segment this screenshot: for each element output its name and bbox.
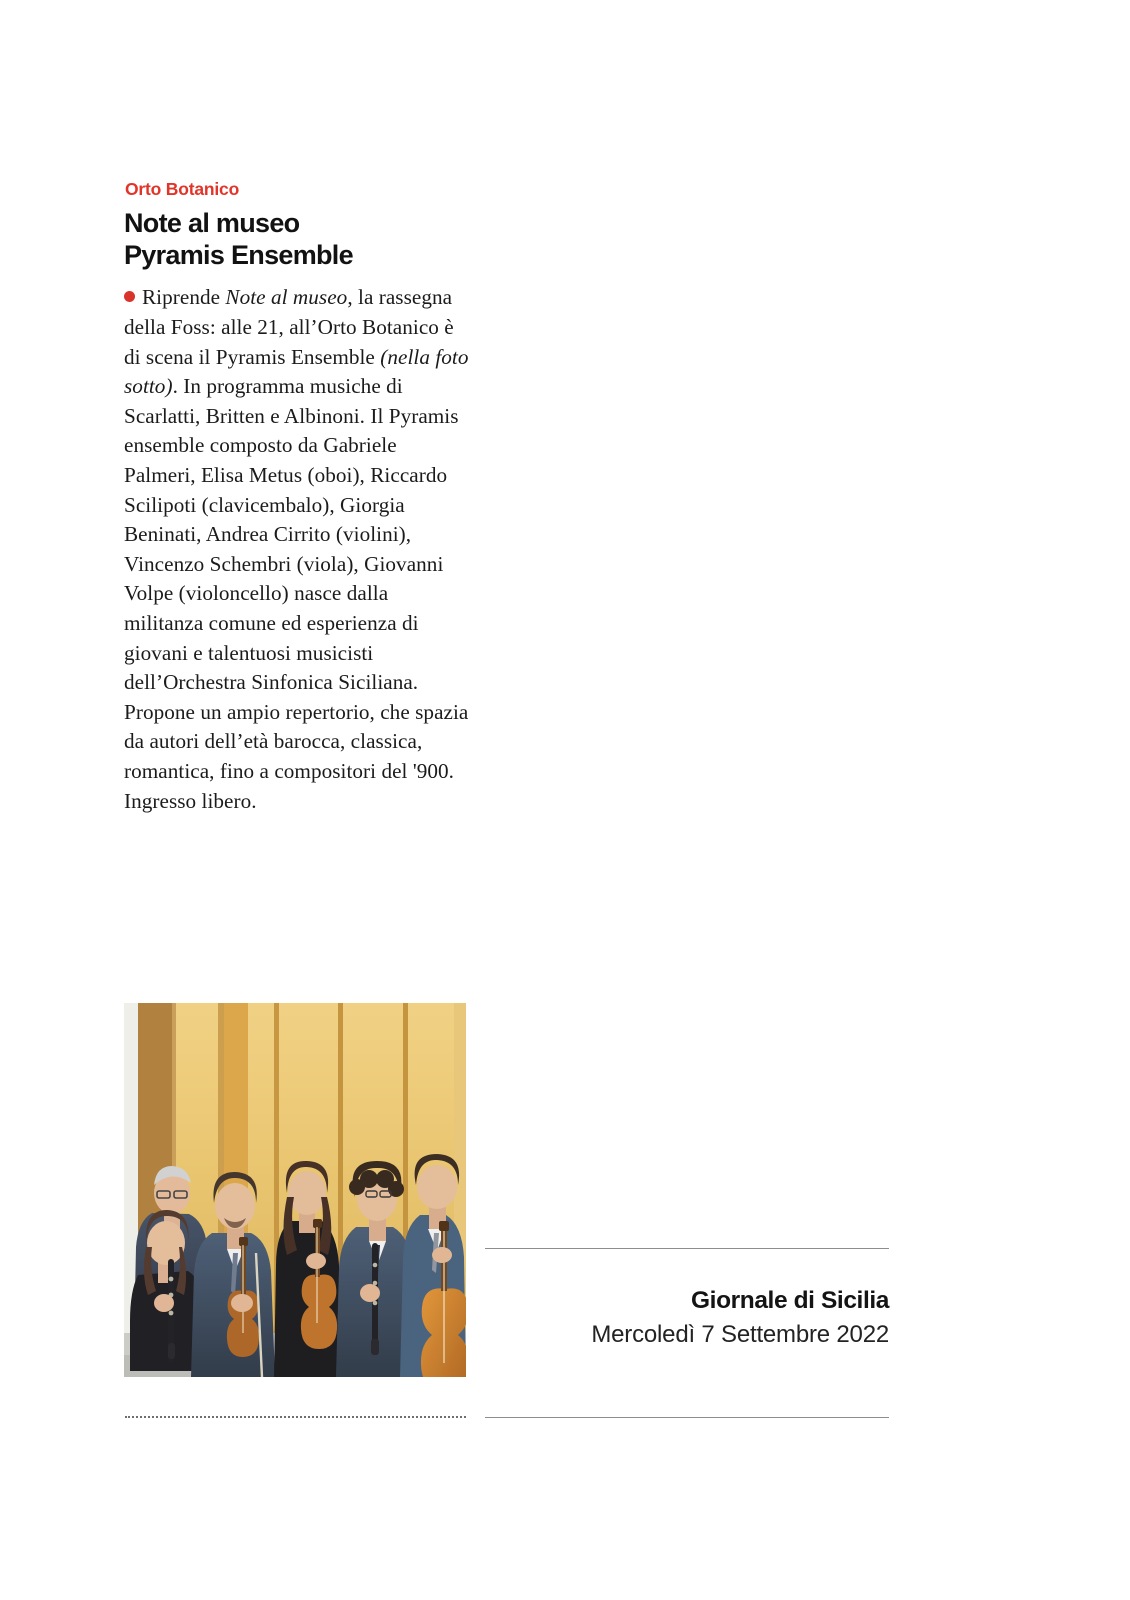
clipping-bottom-divider xyxy=(485,1417,889,1418)
source-publication-date: Mercoledì 7 Settembre 2022 xyxy=(591,1320,889,1348)
article-photo xyxy=(124,1003,466,1377)
article-column xyxy=(124,180,472,816)
article-body xyxy=(124,283,472,816)
article-kicker: Orto Botanico xyxy=(125,179,240,199)
page-title xyxy=(124,208,472,271)
body-segment: Riprende xyxy=(142,285,226,310)
source-publication-name: Giornale di Sicilia xyxy=(691,1287,889,1314)
clipping-dotted-divider xyxy=(125,1416,466,1418)
headline-line-1: Note al museo xyxy=(124,208,300,239)
article-body-text xyxy=(124,285,468,812)
body-segment: Note al museo xyxy=(225,285,348,310)
photo-illustration xyxy=(124,1003,466,1377)
headline-line-2: Pyramis Ensemble xyxy=(124,239,353,270)
body-segment: . In programma musiche di Scarlatti, Britten e Albinoni. Il Pyramis ensemble composto da Gabriele Palmeri, Elisa Metus (oboi), Riccardo Scilipoti (clavicembalo), Giorgia Beninati, Andrea Cirrito (violini), Vincenzo Schembri (viola), Giovanni Volpe (violoncello) nasce dalla militanza comune ed esperienza di giovani e talentuosi musicisti dell’Orchestra Sinfonica Siciliana. Propone un ampio repertorio, che spazia da autori dell’età barocca, classica, romantica, fino a compositori del '900. Ingresso libero. xyxy=(124,374,469,813)
red-bullet-icon xyxy=(124,291,135,302)
body-segment: (nella foto sotto) xyxy=(124,344,469,399)
source-rule-top xyxy=(485,1248,889,1249)
source-block xyxy=(485,1248,889,1350)
body-segment: , la rassegna della Foss: alle 21, all’Orto Botanico è di scena il Pyramis Ensemble xyxy=(124,285,454,369)
